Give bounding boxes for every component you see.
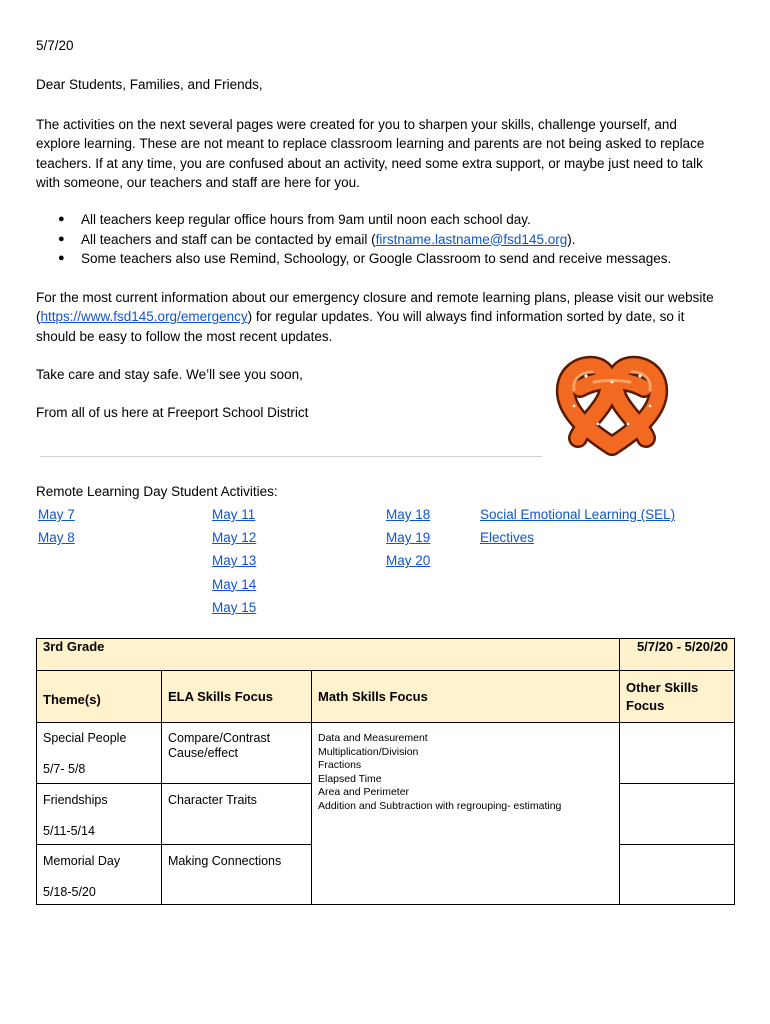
sel-link[interactable]: Social Emotional Learning (SEL) xyxy=(480,507,676,522)
column-header-other: Other Skills Focus xyxy=(620,671,735,723)
bullet-icon: ● xyxy=(58,252,65,265)
letter-date: 5/7/20 xyxy=(36,38,74,53)
activity-day-link[interactable]: May 13 xyxy=(212,553,257,569)
intro-line: explore learning. These are not meant to replace classroom learning and parents are not being asked to replace xyxy=(36,136,705,152)
pretzel-logo xyxy=(554,354,670,458)
activity-day-link[interactable]: May 19 xyxy=(386,530,431,546)
activity-day-link[interactable]: May 8 xyxy=(38,530,75,546)
date-range: 5/7/20 - 5/20/20 xyxy=(620,639,735,671)
activity-column-3 xyxy=(386,503,430,573)
ela-cell: Making Connections xyxy=(162,845,312,905)
ela-cell: Compare/Contrast Cause/effect xyxy=(162,723,312,784)
column-header-ela: ELA Skills Focus xyxy=(162,671,312,723)
intro-line: teachers. If at any time, you are confused about an activity, need some extra support, or maybe just need to talk xyxy=(36,155,703,171)
activity-column-4 xyxy=(480,503,675,549)
letter-greeting: Dear Students, Families, and Friends, xyxy=(36,77,263,92)
website-link[interactable]: https://www.fsd145.org/emergency xyxy=(40,309,248,325)
activities-heading: Remote Learning Day Student Activities: xyxy=(36,484,278,499)
contact-bullet-list xyxy=(36,210,671,269)
other-skills-cell xyxy=(620,845,735,905)
activity-day-link[interactable]: May 20 xyxy=(386,553,431,569)
activity-day-link[interactable]: May 11 xyxy=(212,507,256,522)
curriculum-table xyxy=(36,638,735,905)
theme-cell: Memorial Day 5/18-5/20 xyxy=(37,845,162,905)
theme-cell: Special People 5/7- 5/8 xyxy=(37,723,162,784)
activity-day-link[interactable]: May 14 xyxy=(212,576,257,592)
activity-day-link[interactable]: May 18 xyxy=(386,507,431,522)
signature-line: From all of us here at Freeport School District xyxy=(36,405,309,420)
table-header-row xyxy=(37,671,735,723)
intro-line: with someone, our teachers and staff are here for you. xyxy=(36,175,360,191)
activity-day-link[interactable]: May 7 xyxy=(38,507,75,522)
activity-column-2 xyxy=(212,503,256,619)
email-link[interactable]: firstname.lastname@fsd145.org xyxy=(375,231,568,247)
intro-paragraph xyxy=(36,115,730,193)
table-title-row xyxy=(37,639,735,671)
column-header-theme: Theme(s) xyxy=(37,671,162,723)
grade-label: 3rd Grade xyxy=(37,639,620,671)
other-skills-cell xyxy=(620,784,735,845)
table-row xyxy=(37,723,735,784)
website-paragraph: For the most current information about our emergency closure and remote learning plans, please visit our website (https://www.fsd145.org/emergency) for regular updates. You will always find information sorted by date, so it should be easy to follow the most recent updates. xyxy=(36,290,714,344)
column-header-math: Math Skills Focus xyxy=(312,671,620,723)
ela-cell: Character Traits xyxy=(162,784,312,845)
section-divider xyxy=(40,456,542,457)
closing-line: Take care and stay safe. We’ll see you soon, xyxy=(36,367,303,382)
activity-column-1 xyxy=(38,503,75,549)
bullet-icon: ● xyxy=(58,232,65,245)
bullet-icon: ● xyxy=(58,213,65,225)
intro-line: The activities on the next several pages were created for you to sharpen your skills, challenge yourself, and xyxy=(36,117,677,132)
activity-day-link[interactable]: May 12 xyxy=(212,530,257,546)
bullet-item: ● All teachers and staff can be contacted by email (firstname.lastname@fsd145.org). xyxy=(36,230,671,250)
bullet-item: ● All teachers keep regular office hours from 9am until noon each school day. xyxy=(36,210,671,230)
bullet-item: ● Some teachers also use Remind, Schoology, or Google Classroom to send and receive messages. xyxy=(36,249,671,269)
math-skills-cell: Data and Measurement Multiplication/Division Fractions Elapsed Time Area and Perimeter Addition and Subtraction with regrouping- estimating xyxy=(312,723,620,905)
theme-cell: Friendships 5/11-5/14 xyxy=(37,784,162,845)
other-skills-cell xyxy=(620,723,735,784)
electives-link[interactable]: Electives xyxy=(480,530,535,546)
activity-day-link[interactable]: May 15 xyxy=(212,599,257,615)
